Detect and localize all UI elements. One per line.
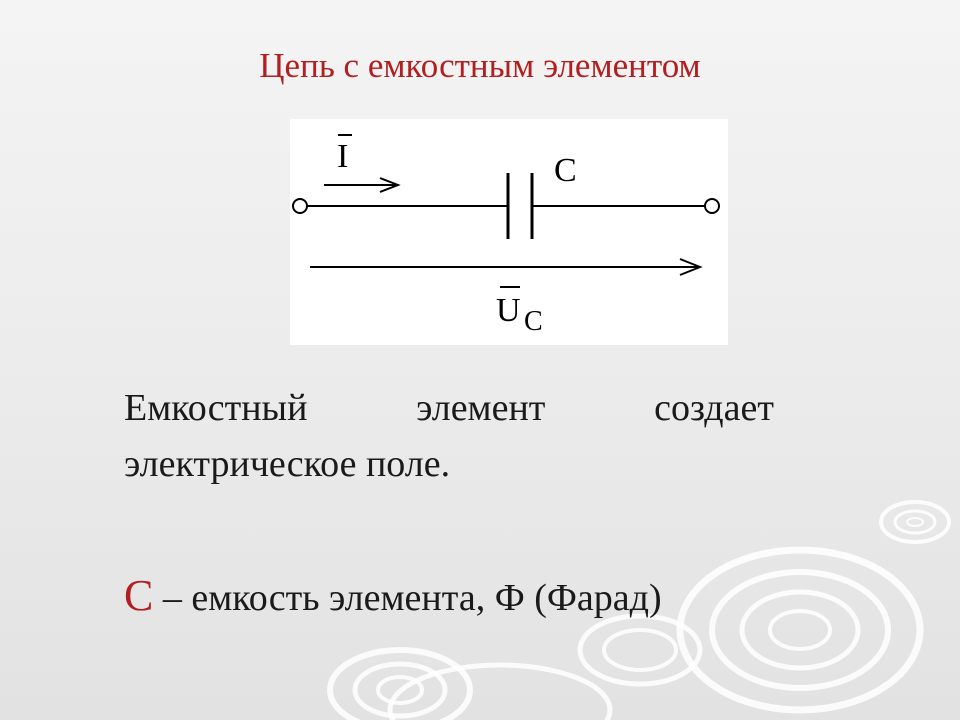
right-terminal xyxy=(705,199,719,213)
statement-line-1 xyxy=(124,380,774,436)
definition-text: – емкость элемента, Ф (Фарад) xyxy=(153,577,662,619)
statement-word-2: элемент xyxy=(416,387,546,429)
voltage-label: U xyxy=(496,292,521,329)
statement-line-2: электрическое поле. xyxy=(124,443,451,485)
capacitance-symbol: C xyxy=(124,571,154,620)
definition-line xyxy=(124,568,774,626)
left-terminal xyxy=(293,199,307,213)
current-label: I xyxy=(337,138,349,175)
statement-word-3: создает xyxy=(654,387,774,429)
circuit-svg xyxy=(290,119,728,345)
slide-title: Цепь с емкостным элементом xyxy=(259,46,701,85)
voltage-subscript: C xyxy=(524,306,543,337)
capacitor-label: C xyxy=(554,152,577,189)
circuit-diagram xyxy=(290,119,728,345)
statement-word-1: Емкостный xyxy=(124,387,308,429)
